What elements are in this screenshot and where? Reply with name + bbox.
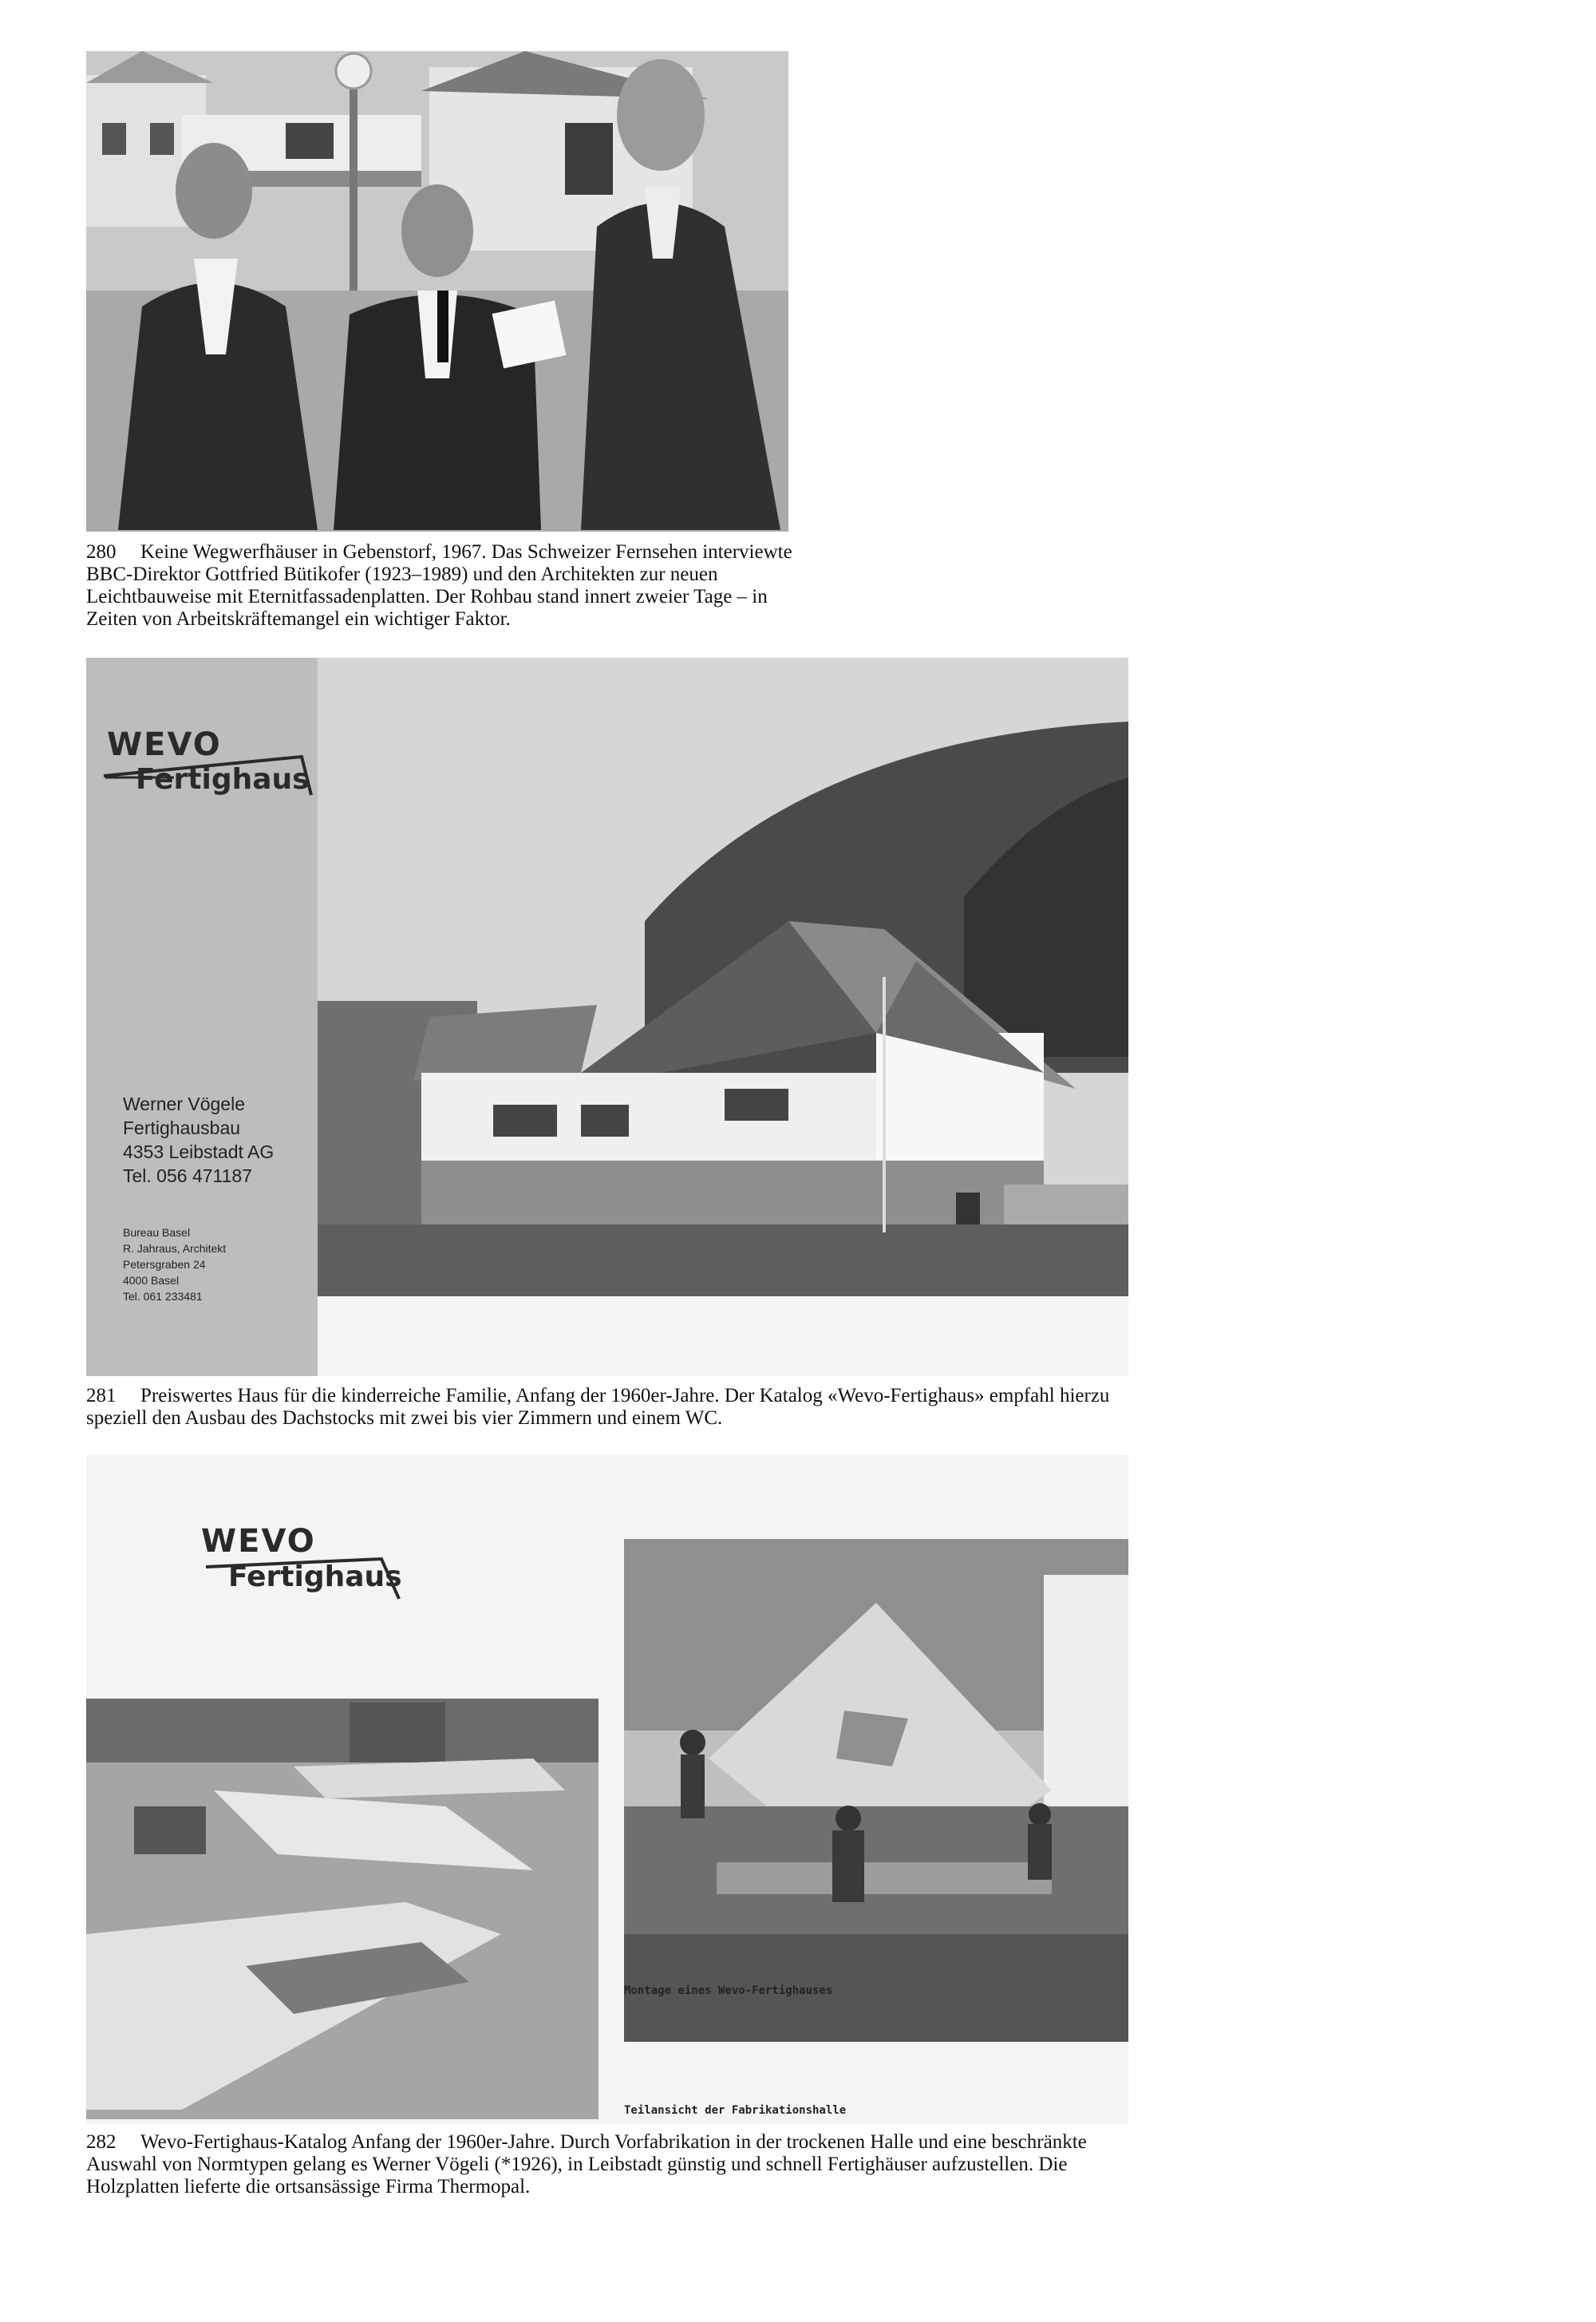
company-line: Fertighausbau — [123, 1117, 241, 1138]
label-montage: Montage eines Wevo-Fertighauses — [624, 1984, 833, 1997]
caption-text-280: Keine Wegwerfhäuser in Gebenstorf, 1967. Das Schweizer Fernsehen interviewte BBC-Direktor Gottfried Bütikofer (1923–1989) und den Architekten zur neuen Leichtbauweise mit Eternitfassadenplatten. Der Rohbau stand innert zweier Tage – in Zeiten von Arbeitskräftemangel ein wichtiger Faktor. — [86, 541, 792, 630]
caption-280 — [86, 541, 804, 631]
office-address-281 — [123, 1224, 226, 1304]
figure-number-280: 280 — [86, 541, 117, 563]
caption-text-282: Wevo-Fertighaus-Katalog Anfang der 1960er-Jahre. Durch Vorfabrikation in der trockenen Halle und eine beschränkte Auswahl von Normtypen gelang es Werner Vögeli (*1926), in Leibstadt günstig und schnell Fertighäuser aufzustellen. Die Holzplatten lieferte die ortsansässige Firma Thermopal. — [86, 2131, 1087, 2197]
wevo-logo-282: WEVO — [201, 1523, 316, 1560]
caption-281 — [86, 1385, 1140, 1430]
office-line: Petersgraben 24 — [123, 1258, 206, 1271]
label-fabrikationshalle: Teilansicht der Fabrikationshalle — [624, 2104, 847, 2117]
wevo-logo-281: WEVO — [107, 726, 222, 763]
office-line: 4000 Basel — [123, 1274, 180, 1287]
company-line: Werner Vögele — [123, 1094, 245, 1114]
office-line: Tel. 061 233481 — [123, 1290, 203, 1303]
figure-number-282: 282 — [86, 2131, 117, 2153]
figure-number-281: 281 — [86, 1385, 117, 1406]
caption-282 — [86, 2131, 1140, 2198]
company-address-281 — [123, 1092, 274, 1188]
company-line: 4353 Leibstadt AG — [123, 1141, 275, 1162]
office-line: Bureau Basel — [123, 1226, 191, 1239]
caption-text-281: Preiswertes Haus für die kinderreiche Familie, Anfang der 1960er-Jahre. Der Katalog «Wevo-Fertighaus» empfahl hierzu speziell den Ausbau des Dachstocks mit zwei bis vier Zimmern und einem WC. — [86, 1385, 1110, 1429]
photo-interview-gebenstorf — [86, 51, 788, 532]
company-line: Tel. 056 471187 — [123, 1165, 252, 1186]
fertighaus-logo-281: Fertighaus — [136, 763, 310, 796]
fertighaus-logo-282: Fertighaus — [228, 1561, 402, 1593]
office-line: R. Jahraus, Architekt — [123, 1242, 227, 1255]
